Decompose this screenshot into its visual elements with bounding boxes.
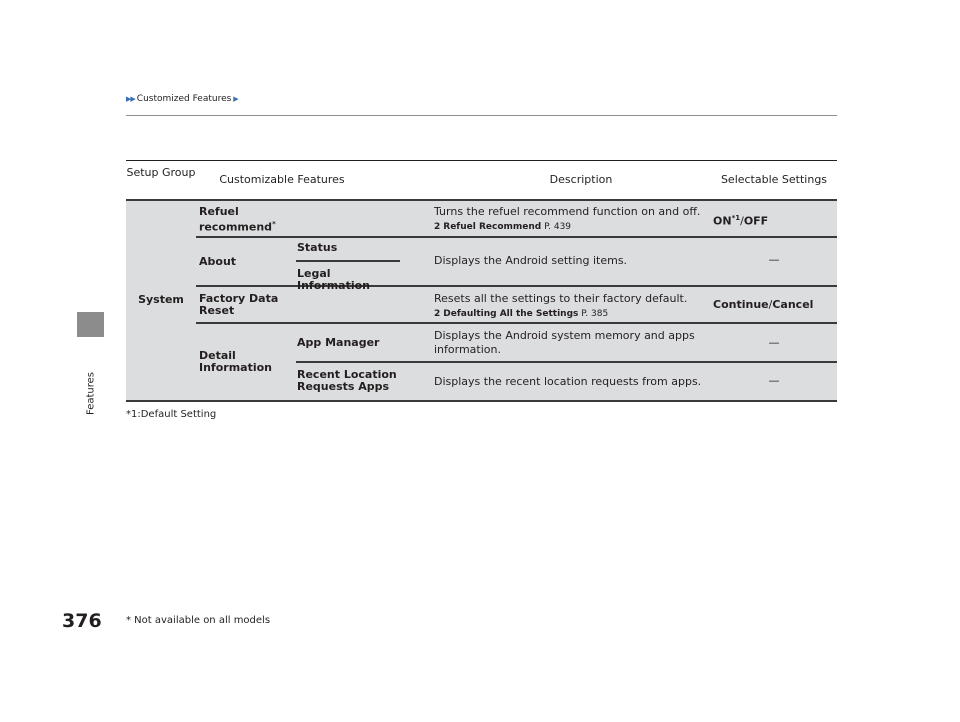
row-divider [296, 361, 837, 363]
description-app-manager: Displays the Android system memory and apps information. [434, 329, 695, 356]
header-customizable-features: Customizable Features [219, 173, 345, 186]
setting-factory-data-reset: Continue/Cancel [713, 298, 814, 311]
setting-about: — [768, 253, 780, 266]
row-divider [196, 236, 837, 238]
feature-refuel-recommend: Refuel recommend* [199, 205, 276, 234]
page-number: 376 [62, 610, 102, 632]
row-divider [196, 322, 837, 324]
description-factory-data-reset: Resets all the settings to their factory default. 2 Defaulting All the Settings P. 385 [434, 292, 688, 319]
description-recent-location-requests-apps: Displays the recent location requests from apps. [434, 375, 702, 388]
row-divider [126, 199, 837, 201]
section-label: Features [85, 372, 97, 415]
header-divider [126, 115, 837, 116]
table-bottom-rule [126, 400, 837, 402]
sub-feature-legal-information: Legal Information [297, 267, 370, 292]
description-refuel-recommend: Turns the refuel recommend function on and off. 2 Refuel Recommend P. 439 [434, 205, 701, 232]
setting-recent-location-requests-apps: — [768, 374, 780, 387]
breadcrumb-section: Customized Features [136, 94, 232, 104]
setting-app-manager: — [768, 336, 780, 349]
setting-refuel-recommend: ON$^{*1}$/OFF [713, 214, 769, 228]
feature-about: About [199, 255, 237, 268]
breadcrumb-arrow-icon: ▶ [233, 95, 238, 103]
availability-note: * Not available on all models [126, 615, 271, 626]
description-about: Displays the Android setting items. [434, 254, 628, 267]
sub-feature-status: Status [297, 241, 338, 254]
breadcrumb-arrow-icon: ▶▶ [126, 95, 135, 103]
header-selectable-settings: Selectable Settings [720, 173, 828, 186]
sub-feature-recent-location-requests-apps: Recent Location Requests Apps [297, 368, 397, 393]
feature-detail-information: Detail Information [199, 349, 272, 374]
row-divider [196, 285, 837, 287]
section-tab [77, 312, 104, 337]
header-setup-group: Setup Group [126, 166, 196, 179]
table-top-rule [126, 160, 837, 161]
group-system: System [138, 293, 184, 306]
row-divider [296, 260, 400, 262]
reference-icon: 2 [434, 222, 441, 232]
header-description: Description [549, 173, 613, 186]
feature-factory-data-reset: Factory Data Reset [199, 292, 279, 317]
breadcrumb [126, 94, 238, 104]
footnote: *1:Default Setting [126, 409, 217, 420]
sub-feature-app-manager: App Manager [297, 336, 380, 349]
reference-icon: 2 [434, 309, 441, 319]
